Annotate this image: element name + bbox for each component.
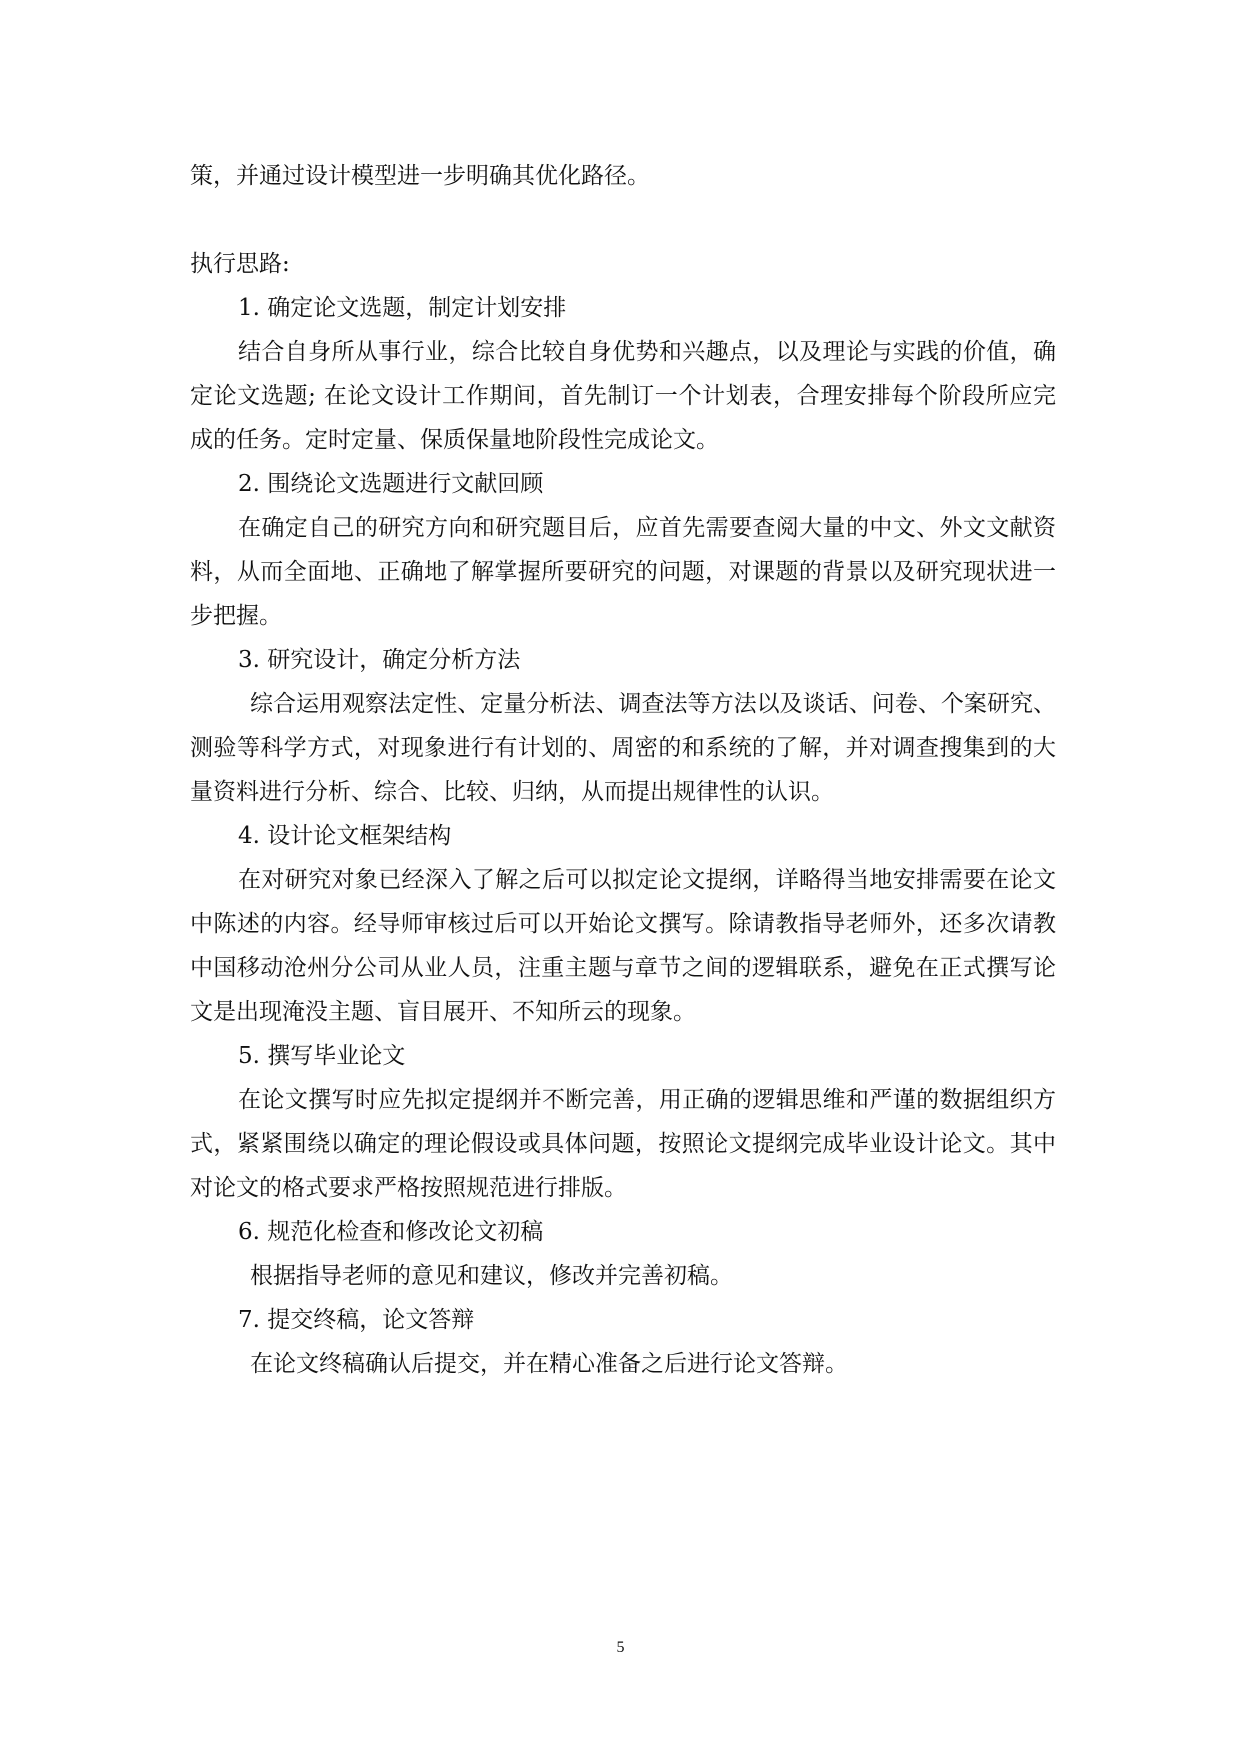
step-body-4: 在对研究对象已经深入了解之后可以拟定论文提纲，详略得当地安排需要在论文中陈述的内容。经导师审核过后可以开始论文撰写。除请教指导老师外，还多次请教中国移动沧州分公司从业人员，注重主题与章节之间的逻辑联系，避免在正式撰写论文是出现淹没主题、盲目展开、不知所云的现象。 (190, 867, 1056, 1025)
step-heading-3: 3. 研究设计，确定分析方法 (238, 647, 521, 673)
page-number: 5 (616, 1639, 625, 1656)
step-heading-2: 2. 围绕论文选题进行文献回顾 (238, 471, 544, 497)
step-heading-5: 5. 撰写毕业论文 (238, 1043, 406, 1069)
paragraph-spacer (190, 198, 1056, 242)
section-label: 执行思路: (190, 251, 290, 277)
step-body-6: 根据指导老师的意见和建议，修改并完善初稿。 (250, 1263, 733, 1289)
step-body-7: 在论文终稿确认后提交，并在精心准备之后进行论文答辩。 (250, 1351, 848, 1377)
continuation-paragraph: 策，并通过设计模型进一步明确其优化路径。 (190, 163, 650, 189)
step-body-2: 在确定自己的研究方向和研究题目后，应首先需要查阅大量的中文、外文文献资料，从而全面地、正确地了解掌握所要研究的问题，对课题的背景以及研究现状进一步把握。 (190, 515, 1056, 629)
step-body-1: 结合自身所从事行业，综合比较自身优势和兴趣点，以及理论与实践的价值，确定论文选题; 在论文设计工作期间，首先制订一个计划表，合理安排每个阶段所应完成的任务。定时定量、保质保量地阶段性完成论文。 (190, 339, 1056, 453)
step-body-3: 综合运用观察法定性、定量分析法、调查法等方法以及谈话、问卷、个案研究、测验等科学方式，对现象进行有计划的、周密的和系统的了解，并对调查搜集到的大量资料进行分析、综合、比较、归纳，从而提出规律性的认识。 (190, 691, 1056, 805)
step-heading-4: 4. 设计论文框架结构 (238, 823, 452, 849)
step-heading-1: 1. 确定论文选题，制定计划安排 (238, 295, 567, 321)
step-body-5: 在论文撰写时应先拟定提纲并不断完善，用正确的逻辑思维和严谨的数据组织方式，紧紧围绕以确定的理论假设或具体问题，按照论文提纲完成毕业设计论文。其中对论文的格式要求严格按照规范进行排版。 (190, 1087, 1056, 1201)
step-heading-6: 6. 规范化检查和修改论文初稿 (238, 1219, 544, 1245)
step-heading-7: 7. 提交终稿，论文答辩 (238, 1307, 475, 1333)
document-body (190, 154, 1056, 1386)
